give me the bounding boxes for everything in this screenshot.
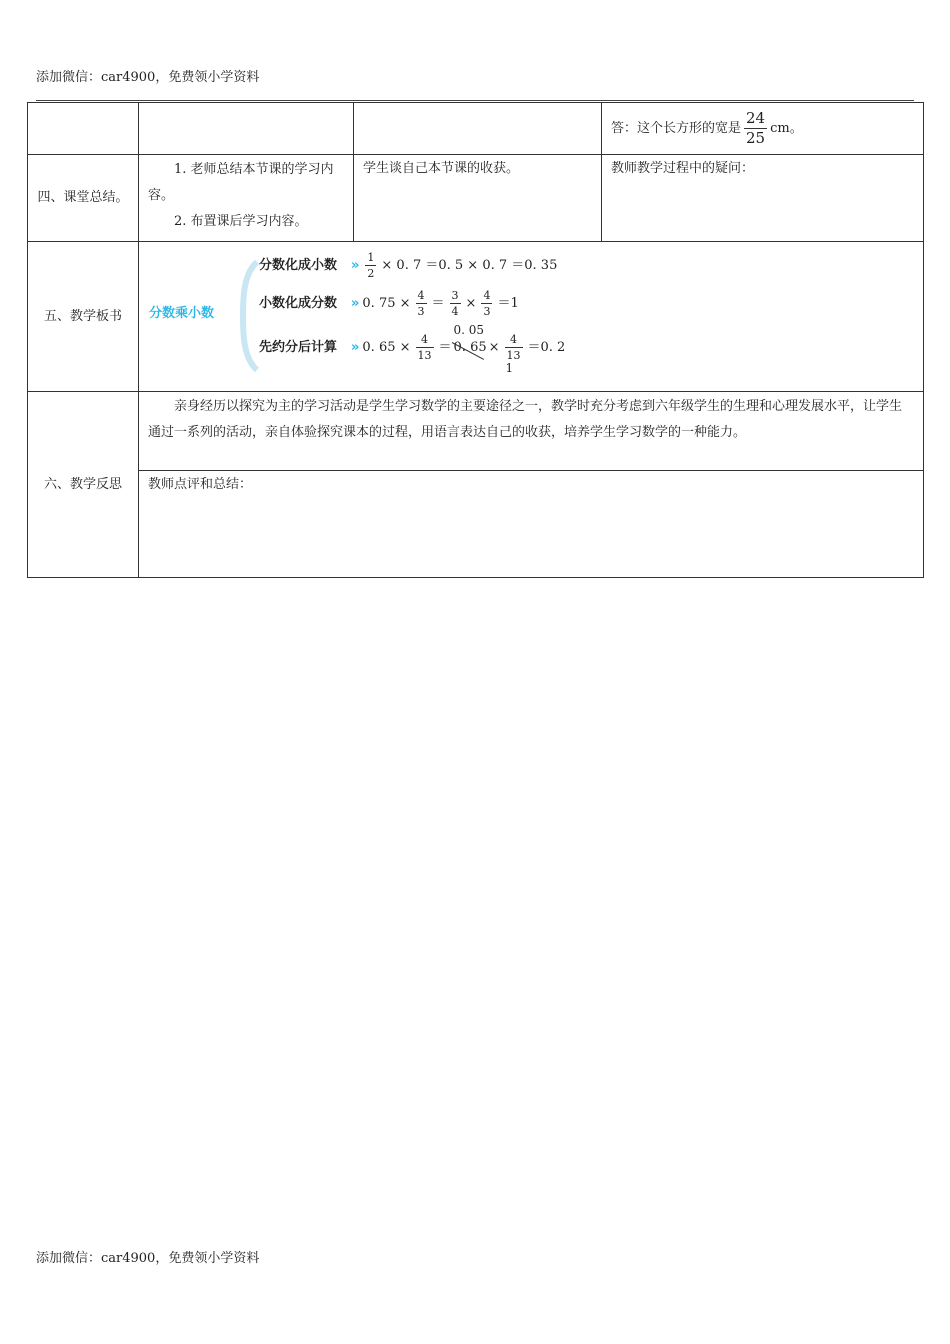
fraction-denominator: 3 [417,305,425,318]
header-divider [36,100,914,101]
reduced-value: 1 [505,361,514,375]
board-row-1 [259,252,557,279]
equals-sign: ＝ [431,295,445,311]
answer-text: 答：这个长方形的宽是 [611,121,742,136]
table-row [28,242,924,392]
board-row-label: 先约分后计算 [259,339,338,355]
expression-text: ＝0. 2 [527,339,566,355]
board-expression [362,322,566,375]
empty-cell [28,103,139,155]
board-row-3 [259,322,566,375]
double-chevron-icon: » [351,339,357,355]
comment-cell [139,471,924,578]
board-row-2 [259,290,519,317]
fraction-denominator: 13 [506,349,521,362]
fraction-numerator: 4 [510,333,518,346]
crossed-out-fraction [502,333,526,375]
board-title: 分数乘小数 [149,306,215,321]
board-row-label: 分数化成小数 [259,257,338,273]
header-note: 添加微信：car4900，免费领小学资料 [36,70,260,85]
times-sign: × [488,339,500,355]
row-label-reflection: 六、教学反思 [28,392,139,578]
board-expression [362,290,518,317]
student-activity-cell [354,155,602,242]
fraction-denominator: 2 [367,267,375,280]
answer-unit: cm。 [770,121,803,136]
expression-text: ＝1 [497,295,519,311]
empty-cell [139,103,354,155]
left-brace-icon [237,260,259,372]
fraction-denominator: 13 [417,349,432,362]
fraction-denominator: 4 [451,305,459,318]
reduced-value: 0. 05 [453,322,485,337]
reflection-text: 亲身经历以探究为主的学习活动是学生学习数学的主要途径之一，教学时充分考虑到六年级学生的生理和心理发展水平，让学生通过一系列的活动，亲自体验探究课本的过程，用语言表达自己的收获，培养学生学习数学的一种能力。 [148,399,903,440]
comment-label: 教师点评和总结： [148,477,253,492]
fraction-numerator: 4 [421,333,429,346]
table-row [28,155,924,242]
fraction-numerator: 4 [417,289,425,302]
fraction-denominator: 3 [483,305,491,318]
fraction [450,290,461,317]
blackboard-design [139,242,923,390]
table-row [28,103,924,155]
fraction-numerator: 4 [483,289,491,302]
expression-text: × 0. 7 ＝0. 5 × 0. 7 ＝0. 35 [381,257,558,273]
lesson-plan-table [27,102,924,578]
expression-text: 0. 65 [453,339,487,355]
expression-text: 0. 65 × [362,339,411,355]
answer-fraction [744,111,767,146]
empty-cell [354,103,602,155]
fraction-denominator: 25 [746,129,766,147]
footer-note: 添加微信：car4900，免费领小学资料 [36,1251,260,1266]
table-row [28,392,924,471]
doubt-cell [602,155,924,242]
doubt-text: 教师教学过程中的疑问： [611,161,755,176]
times-sign: × [465,295,477,311]
teacher-item-2: 2. 布置课后学习内容。 [174,214,308,229]
row-label-summary: 四、课堂总结。 [28,155,139,242]
fraction-numerator: 3 [451,289,459,302]
fraction-numerator: 1 [367,251,375,264]
student-activity-text: 学生谈自己本节课的收获。 [363,161,520,176]
double-chevron-icon: » [351,257,357,273]
equals-sign: ＝ [438,339,452,355]
fraction [481,290,492,317]
table-row [28,471,924,578]
expression-text: 0. 75 × [362,295,411,311]
fraction [365,252,376,279]
double-chevron-icon: » [351,295,357,311]
fraction [416,334,434,361]
teacher-item-1: 1. 老师总结本节课的学习内容。 [148,162,334,203]
row-label-board: 五、教学板书 [28,242,139,392]
teacher-activity-cell [139,155,354,242]
answer-cell [602,103,924,155]
board-row-label: 小数化成分数 [259,295,338,311]
board-expression [362,252,557,279]
board-cell [139,242,924,392]
reflection-cell [139,392,924,471]
fraction [416,290,427,317]
crossed-out-value [453,322,487,360]
fraction-numerator: 24 [746,109,766,127]
